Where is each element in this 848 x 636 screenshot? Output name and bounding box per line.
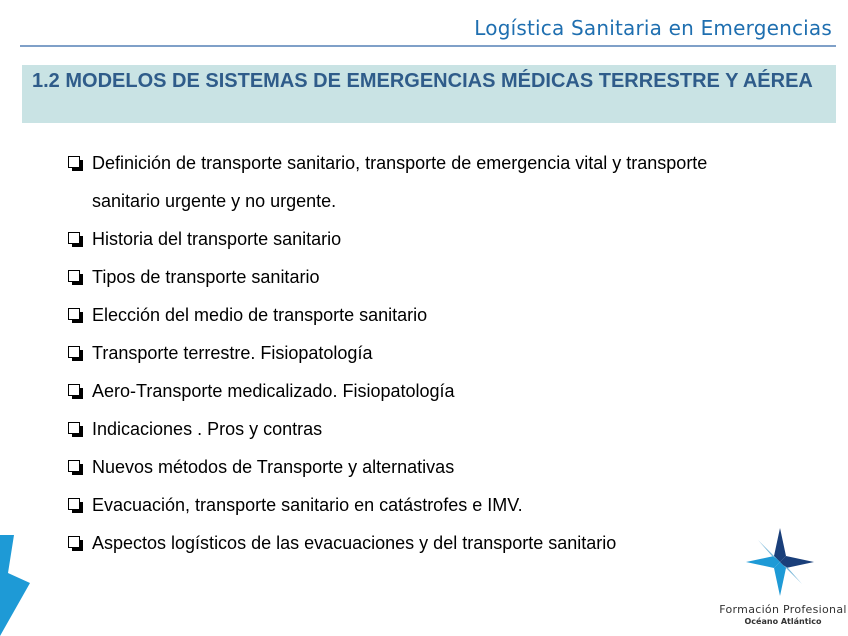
list-item-text: Transporte terrestre. Fisiopatología [92,343,373,363]
list-item-text: Definición de transporte sanitario, transporte de emergencia vital y transporte sanitario urgente y no urgente. [92,153,708,211]
list-item [66,144,766,220]
list-item-text: Elección del medio de transporte sanitario [92,305,428,325]
checkbox-icon [68,346,80,358]
compass-logo-icon [744,526,816,598]
corner-decoration [0,535,40,636]
list-item [66,334,766,372]
list-item [66,220,766,258]
list-item-text: Indicaciones . Pros y contras [92,419,323,439]
checkbox-icon [68,460,80,472]
list-item-text: Nuevos métodos de Transporte y alternativas [92,457,455,477]
list-item [66,372,766,410]
checkbox-icon [68,308,80,320]
list-item-text: Aero-Transporte medicalizado. Fisiopatología [92,381,455,401]
header-title: Logística Sanitaria en Emergencias [474,16,832,40]
checkbox-icon [68,422,80,434]
list-item-text: Historia del transporte sanitario [92,229,342,249]
checkbox-icon [68,156,80,168]
list-item [66,448,766,486]
checkbox-icon [68,232,80,244]
checkbox-icon [68,498,80,510]
checkbox-icon [68,384,80,396]
list-item [66,410,766,448]
list-item-text: Aspectos logísticos de las evacuaciones y del transporte sanitario [92,533,617,553]
list-item [66,296,766,334]
header-rule [20,45,836,47]
list-item [66,486,766,524]
list-item-text: Tipos de transporte sanitario [92,267,320,287]
bullet-list [66,144,766,562]
logo-subtitle: Océano Atlántico [744,617,822,626]
logo-name: Formación Profesional [719,603,847,616]
section-title: 1.2 MODELOS DE SISTEMAS DE EMERGENCIAS MÉDICAS TERRESTRE Y AÉREA [32,70,813,92]
list-item-text: Evacuación, transporte sanitario en catástrofes e IMV. [92,495,523,515]
list-item [66,258,766,296]
checkbox-icon [68,536,80,548]
checkbox-icon [68,270,80,282]
list-item [66,524,766,562]
